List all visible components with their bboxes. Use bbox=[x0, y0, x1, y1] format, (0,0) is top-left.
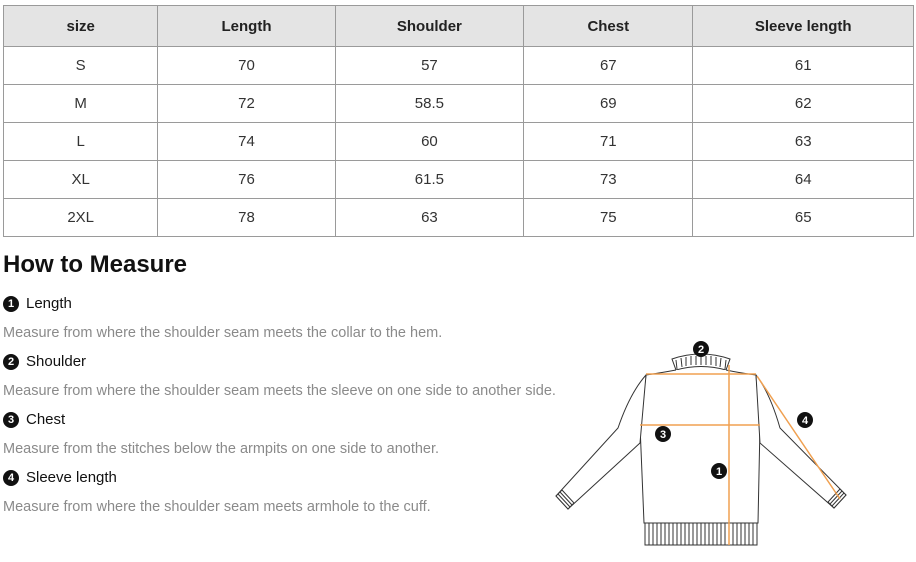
step-chest-label bbox=[3, 411, 65, 428]
cell-size: M bbox=[4, 85, 158, 123]
size-chart-table bbox=[3, 5, 914, 237]
cell-sleeve-length: 65 bbox=[693, 199, 914, 237]
cell-sleeve-length: 64 bbox=[693, 161, 914, 199]
step-sleeve-label bbox=[3, 469, 117, 486]
step-label-text: Shoulder bbox=[26, 353, 87, 370]
number-4-icon: 4 bbox=[3, 470, 19, 486]
step-label-text: Sleeve length bbox=[26, 469, 117, 486]
cell-chest: 73 bbox=[524, 161, 693, 199]
header-chest: Chest bbox=[524, 6, 693, 47]
svg-text:3: 3 bbox=[659, 429, 667, 441]
header-sleeve-length: Sleeve length bbox=[693, 6, 914, 47]
header-length: Length bbox=[158, 6, 335, 47]
table-row bbox=[4, 199, 914, 237]
step-label-text: Length bbox=[26, 295, 72, 312]
svg-text:2: 2 bbox=[697, 344, 705, 356]
number-2-icon: 2 bbox=[3, 354, 19, 370]
cell-chest: 67 bbox=[524, 47, 693, 85]
cell-size: XL bbox=[4, 161, 158, 199]
cell-sleeve-length: 62 bbox=[693, 85, 914, 123]
step-length-label bbox=[3, 295, 72, 312]
cell-sleeve-length: 61 bbox=[693, 47, 914, 85]
step-sleeve-description: Measure from where the shoulder seam meets armhole to the cuff. bbox=[3, 499, 431, 515]
header-size: size bbox=[4, 6, 158, 47]
table-row bbox=[4, 85, 914, 123]
cell-length: 70 bbox=[158, 47, 335, 85]
cell-shoulder: 58.5 bbox=[335, 85, 523, 123]
cell-sleeve-length: 63 bbox=[693, 123, 914, 161]
cell-chest: 71 bbox=[524, 123, 693, 161]
sweater-measurement-diagram-icon bbox=[548, 333, 858, 553]
number-1-icon: 1 bbox=[3, 296, 19, 312]
step-label-text: Chest bbox=[26, 411, 66, 428]
cell-shoulder: 61.5 bbox=[335, 161, 523, 199]
step-shoulder-label bbox=[3, 353, 86, 370]
step-length-description: Measure from where the shoulder seam meets the collar to the hem. bbox=[3, 325, 443, 341]
cell-size: S bbox=[4, 47, 158, 85]
cell-length: 72 bbox=[158, 85, 335, 123]
svg-text:4: 4 bbox=[801, 415, 809, 427]
cell-chest: 75 bbox=[524, 199, 693, 237]
cell-shoulder: 63 bbox=[335, 199, 523, 237]
table-header-row bbox=[4, 6, 914, 47]
cell-chest: 69 bbox=[524, 85, 693, 123]
cell-length: 74 bbox=[158, 123, 335, 161]
cell-length: 76 bbox=[158, 161, 335, 199]
how-to-measure-title: How to Measure bbox=[3, 251, 188, 278]
number-3-icon: 3 bbox=[3, 412, 19, 428]
table-row bbox=[4, 161, 914, 199]
cell-shoulder: 57 bbox=[335, 47, 523, 85]
svg-text:1: 1 bbox=[715, 466, 723, 478]
step-shoulder-description: Measure from where the shoulder seam meets the sleeve on one side to another side. bbox=[3, 383, 556, 399]
table-row bbox=[4, 47, 914, 85]
cell-length: 78 bbox=[158, 199, 335, 237]
cell-size: 2XL bbox=[4, 199, 158, 237]
table-row bbox=[4, 123, 914, 161]
header-shoulder: Shoulder bbox=[335, 6, 523, 47]
step-chest-description: Measure from the stitches below the armpits on one side to another. bbox=[3, 441, 440, 457]
cell-size: L bbox=[4, 123, 158, 161]
cell-shoulder: 60 bbox=[335, 123, 523, 161]
